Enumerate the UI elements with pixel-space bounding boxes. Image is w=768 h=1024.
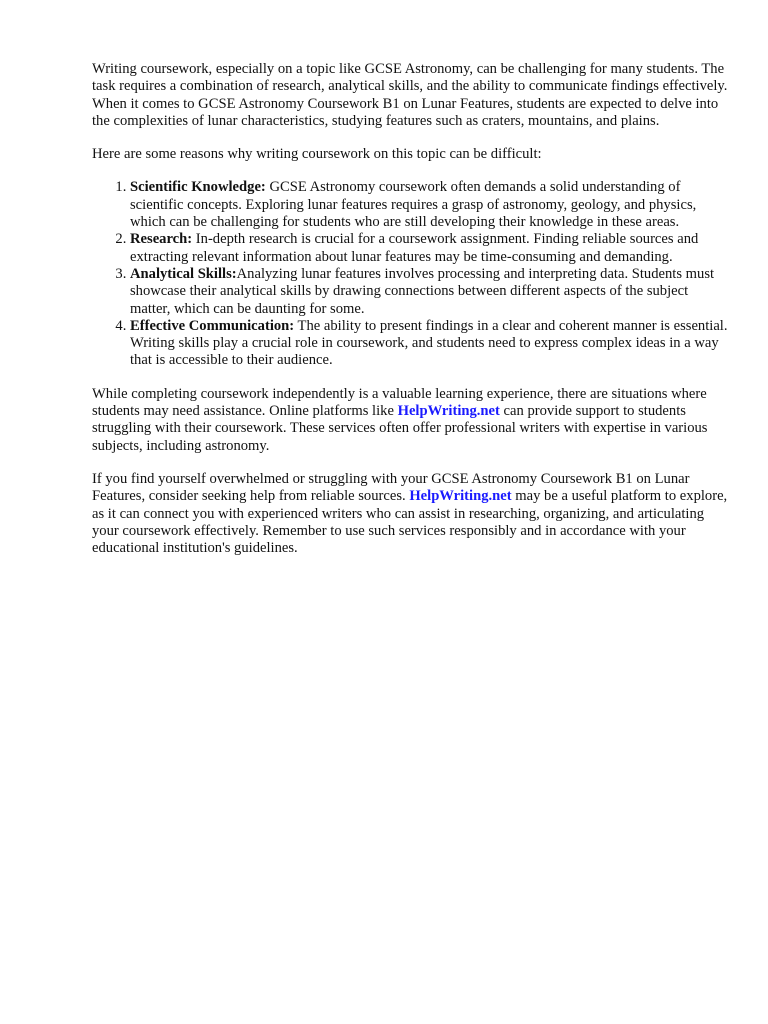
reason-text: The ability to present findings in a clear and coherent manner is essential. Writing skills play a crucial role in coursework, and students need to express complex ideas in a way that is accessible to their audience.: [130, 317, 728, 369]
document-page: [92, 61, 732, 573]
reason-item-research: [130, 231, 732, 266]
reason-text: Analyzing lunar features involves processing and interpreting data. Students must showcase their analytical skills by drawing connections between different aspects of the subject matter, which can be daunting for some.: [130, 265, 715, 317]
helpwriting-link[interactable]: HelpWriting.net: [397, 403, 500, 420]
closing-paragraph: [92, 471, 732, 557]
reason-term: Analytical Skills:: [130, 265, 237, 282]
reason-item-scientific-knowledge: [130, 179, 732, 231]
reason-text: In-depth research is crucial for a coursework assignment. Finding reliable sources and extracting relevant information about lunar features may be time-consuming and demanding.: [130, 231, 699, 265]
helpwriting-link[interactable]: HelpWriting.net: [409, 488, 512, 505]
reason-item-analytical-skills: [130, 266, 732, 318]
reason-term: Research:: [130, 231, 193, 248]
assistance-text-after: can provide support to students struggling with their coursework. These services often offer professional writers with expertise in various subjects, including astronomy.: [92, 403, 708, 454]
assistance-text-before: While completing coursework independently is a valuable learning experience, there are situations where students may need assistance. Online platforms like: [92, 385, 707, 420]
reasons-list: [92, 179, 732, 369]
assistance-paragraph: [92, 386, 732, 455]
reason-term: Effective Communication:: [130, 317, 295, 334]
reason-text: GCSE Astronomy coursework often demands a solid understanding of scientific concepts. Exploring lunar features requires a grasp of astronomy, geology, and physics, which can be challenging for students who are still developing their knowledge in these areas.: [130, 179, 697, 231]
reasons-lead-in: Here are some reasons why writing coursework on this topic can be difficult:: [92, 146, 542, 163]
reason-item-effective-communication: [130, 318, 732, 370]
intro-paragraph: Writing coursework, especially on a topic like GCSE Astronomy, can be challenging for many students. The task requires a combination of research, analytical skills, and the ability to communicate findings effectively. When it comes to GCSE Astronomy Coursework B1 on Lunar Features, students are expected to delve into the complexities of lunar characteristics, studying features such as craters, mountains, and plains.: [92, 61, 728, 129]
closing-text-before: If you find yourself overwhelmed or struggling with your GCSE Astronomy Coursework B1 on Lunar Features, consider seeking help from reliable sources.: [92, 470, 690, 505]
closing-text-after: may be a useful platform to explore, as it can connect you with experienced writers who can assist in researching, organizing, and articulating your coursework effectively. Remember to use such services responsibly and in accordance with your educational institution's guidelines.: [92, 488, 728, 557]
reason-term: Scientific Knowledge:: [130, 179, 266, 196]
